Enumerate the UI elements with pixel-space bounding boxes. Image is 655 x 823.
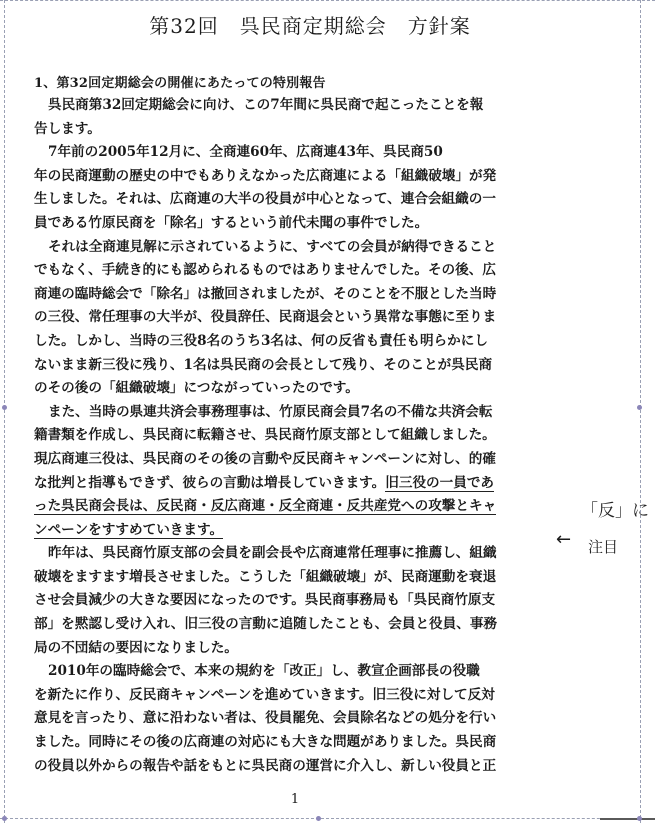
text-line: の三役、常任理事の大半が、役員辞任、民商退会という異常な事態に至りま — [34, 309, 497, 326]
text-line: 商連の臨時総会で「除名」は撤回されましたが、そのことを不服とした当時 — [34, 285, 497, 302]
text-line: 年の民商運動の歴史の中でもありえなかった広商連による「組織破壊」が発 — [34, 167, 497, 184]
selection-handle-bottom-left[interactable] — [2, 816, 7, 821]
text-line: 生しました。それは、広商連の大半の役員が中心となって、連合会組織の一 — [34, 191, 496, 208]
text-segment: な批判と指導もできず、彼らの言動は増長していきます。 — [34, 474, 386, 491]
text-line: 告します。 — [34, 120, 101, 137]
text-line — [34, 519, 564, 543]
text-line: させ会員減少の大きな要因になったのです。呉民商事務局も「呉民商竹原支 — [34, 592, 496, 609]
scan-border-bottom-mark — [600, 818, 655, 820]
handwritten-annotation: 「反」に — [581, 501, 649, 521]
selection-handle-bottom-right[interactable] — [637, 816, 642, 821]
page-number: 1 — [290, 792, 300, 807]
document-title: 第32回 呉民商定期総会 方針案 — [149, 14, 471, 38]
text-line: 破壊をますます増長させました。こうした「組織破壊」が、民商運動を衰退 — [34, 568, 497, 585]
text-line: 昨年は、呉民商竹原支部の会員を副会長や広商連常任理事に推薦し、組織 — [48, 545, 497, 562]
text-line: の役員以外からの報告や話をもとに呉民商の運営に介入し、新しい役員と正 — [34, 757, 497, 774]
text-line: でもなく、手続き的にも認められるものではありませんでした。その後、広 — [34, 262, 496, 279]
selection-handle-right[interactable] — [637, 405, 642, 410]
selection-handle-bottom[interactable] — [316, 816, 321, 821]
text-line: また、当時の県連共済会事務理事は、竹原民商会員7名の不備な共済会転 — [48, 403, 493, 420]
section-heading: 1、第32回定期総会の開催にあたっての特別報告 — [34, 76, 326, 91]
selection-handle-left[interactable] — [2, 405, 7, 410]
text-line — [34, 495, 564, 519]
text-line: を新たに作り、反民商キャンペーンを進めていきます。旧三役に対して反対 — [34, 686, 495, 703]
text-line: 部」を黙認し受け入れ、旧三役の言動に追随したことも、会員と役員、事務 — [34, 616, 498, 633]
scan-border-bottom — [0, 818, 655, 819]
handwritten-annotation-note: 注目 — [588, 538, 619, 556]
text-line — [34, 472, 564, 496]
scan-border-left — [4, 0, 5, 823]
text-line: ないまま新三役に残り、1名は呉民商の会長として残り、そのことが呉民商 — [34, 356, 493, 373]
text-line: 2010年の臨時総会で、本来の規約を「改正」し、教宣企画部長の役職 — [48, 663, 480, 680]
text-line: 局の不団結の要因になりました。 — [34, 639, 238, 656]
text-line: 意見を言ったり、意に沿わない者は、役員罷免、会員除名などの処分を行い — [34, 710, 497, 727]
scan-border-right — [640, 0, 641, 823]
text-line: 現広商連三役は、呉民商のその後の言動や反民商キャンペーンに対し、的確 — [34, 450, 496, 467]
text-line: 員である竹原民商を「除名」するという前代未聞の事件でした。 — [34, 214, 429, 231]
arrow-left-icon: ← — [556, 529, 572, 550]
text-line: 7年前の2005年12月に、全商連60年、広商連43年、呉民商50 — [48, 144, 443, 161]
report-body — [34, 94, 564, 778]
underlined-text: ンペーンをすすめていきます。 — [34, 521, 224, 538]
scan-border-top — [0, 0, 655, 1]
text-line: それは全商連見解に示されているように、すべての会員が納得できること — [48, 238, 497, 255]
text-line: 籍書類を作成し、呉民商に転籍させ、呉民商竹原支部として組織しました。 — [34, 427, 496, 444]
text-line: ました。同時にその後の広商連の対応にも大きな問題がありました。呉民商 — [34, 734, 497, 751]
underlined-text: った呉民商会長は、反民商・反広商連・反全商連・反共産党への攻撃とキャ — [34, 498, 497, 515]
text-line: 呉民商第32回定期総会に向け、この7年間に呉民商で起こったことを報 — [48, 97, 484, 113]
text-line: のその後の「組織破壊」につながっていったのです。 — [34, 380, 359, 397]
text-line: した。しかし、当時の三役8名のうち3名は、何の反省も責任も明らかにし — [34, 332, 488, 349]
underlined-text: 旧三役の一員であ — [385, 474, 495, 491]
